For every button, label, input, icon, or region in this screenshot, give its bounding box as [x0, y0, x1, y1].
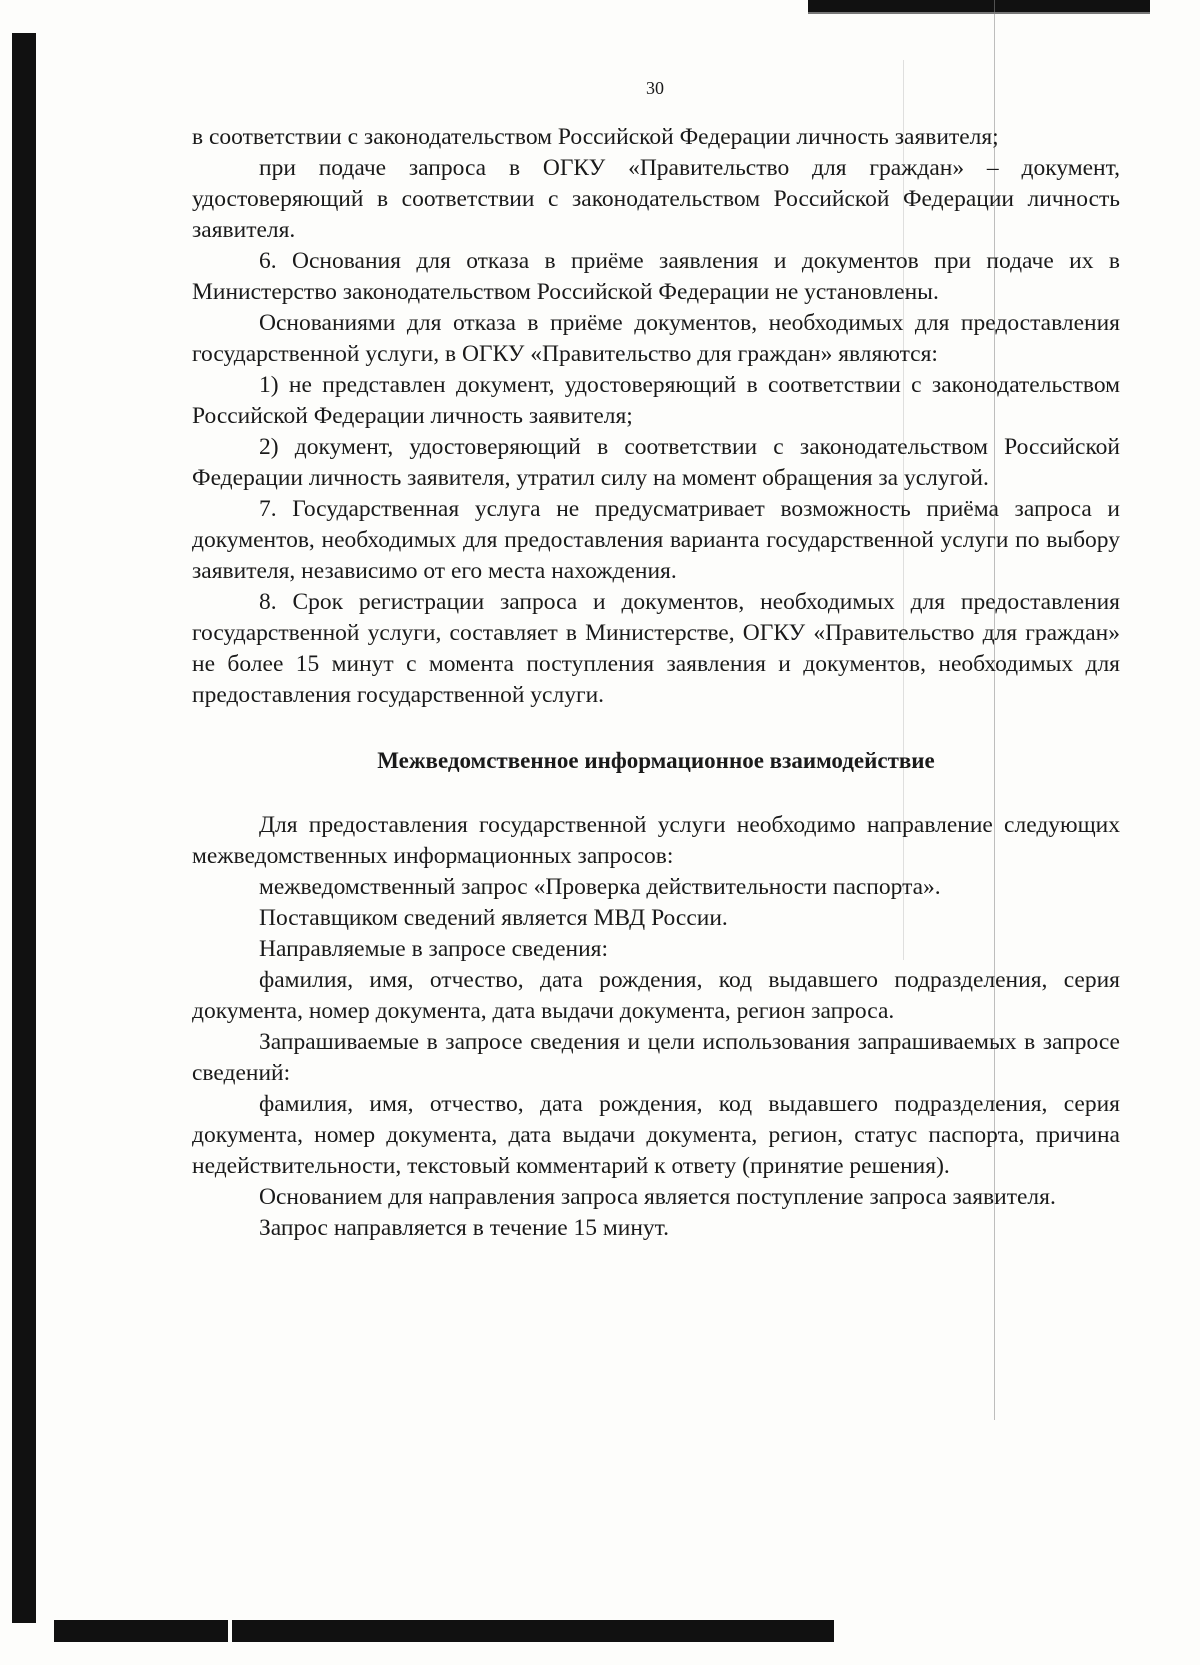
paragraph: Запрашиваемые в запросе сведения и цели использования запрашиваемых в запросе сведений:: [192, 1029, 1120, 1086]
scan-border-bottom-gap: [228, 1620, 232, 1642]
paragraph: фамилия, имя, отчество, дата рождения, код выдавшего подразделения, серия документа, номер документа, дата выдачи документа, регион запроса.: [192, 967, 1120, 1024]
section-heading: Межведомственное информационное взаимодействие: [377, 748, 935, 773]
paragraph: 1) не представлен документ, удостоверяющий в соответствии с законодательством Российской Федерации личность заявителя;: [192, 372, 1120, 429]
scan-border-top: [808, 0, 1150, 12]
document-body: [192, 122, 1120, 1244]
paragraph: Основаниями для отказа в приёме документов, необходимых для предоставления государственной услуги, в ОГКУ «Правительство для граждан» являются:: [192, 310, 1120, 367]
paragraph: Запрос направляется в течение 15 минут.: [259, 1215, 670, 1241]
page-number: 30: [646, 78, 664, 98]
paragraph: Основанием для направления запроса является поступление запроса заявителя.: [259, 1184, 1056, 1210]
paragraph: Направляемые в запросе сведения:: [259, 936, 609, 962]
paragraph: Для предоставления государственной услуги необходимо направление следующих межведомственных информационных запросов:: [192, 812, 1120, 869]
scan-border-left: [12, 33, 36, 1623]
paragraph: 8. Срок регистрации запроса и документов, необходимых для предоставления государственной услуги, составляет в Министерстве, ОГКУ «Правительство для граждан» не более 15 минут с момента поступления заявления и документов, необходимых для предоставления государственной услуги.: [192, 589, 1120, 708]
paragraph: 2) документ, удостоверяющий в соответствии с законодательством Российской Федерации личность заявителя, утратил силу на момент обращения за услугой.: [192, 434, 1120, 491]
paragraph: при подаче запроса в ОГКУ «Правительство для граждан» – документ, удостоверяющий в соответствии с законодательством Российской Федерации личность заявителя.: [192, 155, 1120, 243]
paragraph: фамилия, имя, отчество, дата рождения, код выдавшего подразделения, серия документа, номер документа, дата выдачи документа, регион, статус паспорта, причина недействительности, текстовый комментарий к ответу (принятие решения).: [192, 1091, 1120, 1179]
paragraph: Поставщиком сведений является МВД России.: [259, 905, 728, 931]
paragraph: 6. Основания для отказа в приёме заявления и документов при подаче их в Министерство законодательством Российской Федерации не установлены.: [192, 248, 1120, 305]
paragraph: 7. Государственная услуга не предусматривает возможность приёма запроса и документов, необходимых для предоставления варианта государственной услуги по выбору заявителя, независимо от его места нахождения.: [192, 496, 1120, 584]
scan-border-bottom: [54, 1620, 834, 1642]
paragraph: в соответствии с законодательством Российской Федерации личность заявителя;: [192, 124, 999, 150]
paragraph: межведомственный запрос «Проверка действительности паспорта».: [259, 874, 941, 900]
scan-border-top-line: [808, 12, 1150, 14]
